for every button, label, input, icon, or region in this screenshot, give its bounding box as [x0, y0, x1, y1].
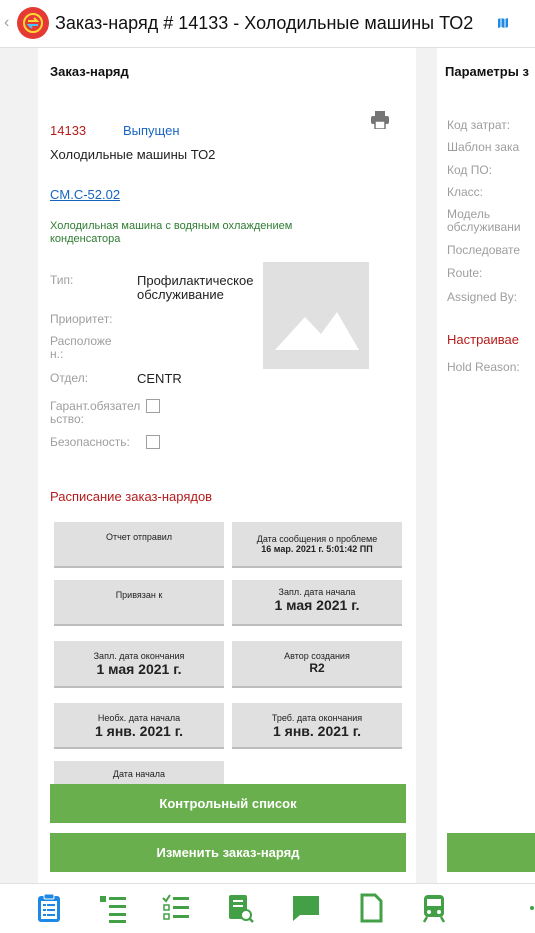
app-logo-icon[interactable] [17, 7, 49, 39]
safety-checkbox[interactable] [146, 435, 160, 449]
created-by-tile[interactable] [232, 641, 402, 688]
warranty-label: Гарант.обязательство: [50, 399, 141, 426]
type-value: Профилактическое обслуживание [137, 273, 254, 302]
more-dot-icon[interactable] [516, 892, 526, 924]
schedule-section-title: Расписание заказ-нарядов [50, 489, 213, 504]
department-value: CENTR [137, 371, 182, 386]
section-title: Заказ-наряд [50, 64, 129, 79]
planned-end-label: Запл. дата окончания [93, 651, 185, 661]
print-icon[interactable] [370, 111, 390, 129]
list-icon[interactable] [97, 892, 129, 924]
work-order-number: 14133 [50, 123, 87, 138]
chat-icon[interactable] [290, 892, 322, 924]
template-label: Шаблон зака [447, 140, 520, 154]
problem-date-tile[interactable] [232, 522, 402, 568]
cost-code-label: Код затрат: [447, 118, 511, 132]
planned-start-tile[interactable] [232, 580, 402, 626]
asset-link[interactable]: CM.C-52.02 [50, 187, 121, 202]
right-panel-button[interactable] [447, 833, 535, 872]
asset-description: Холодильная машина с водяным охлаждением конденсатора [50, 220, 293, 245]
parameters-panel [437, 48, 535, 883]
location-label: Расположен.: [50, 334, 112, 361]
bottom-nav [0, 883, 535, 933]
type-label: Тип: [50, 273, 74, 287]
linked-to-tile[interactable] [54, 580, 224, 626]
required-end-value: 1 янв. 2021 г. [272, 723, 362, 739]
problem-date-value: 16 мар. 2021 г. 5:01:42 ПП [261, 544, 373, 554]
review-document-icon[interactable] [224, 892, 256, 924]
planned-start-label: Запл. дата начала [278, 587, 356, 597]
safety-label: Безопасность: [50, 435, 130, 449]
planned-start-value: 1 мая 2021 г. [274, 597, 360, 613]
hold-reason-label: Hold Reason: [447, 360, 520, 374]
train-icon[interactable] [418, 892, 450, 924]
created-by-value: R2 [309, 661, 325, 675]
image-placeholder-icon[interactable] [263, 262, 369, 369]
map-icon[interactable] [497, 17, 509, 29]
department-label: Отдел: [50, 371, 89, 385]
class-label: Класс: [447, 185, 483, 199]
clipboard-icon[interactable] [33, 892, 65, 924]
edit-work-order-button[interactable]: Изменить заказ-наряд [50, 833, 406, 872]
assigned-by-label: Assigned By: [447, 290, 518, 304]
reported-by-tile[interactable] [54, 522, 224, 568]
required-end-label: Треб. дата окончания [271, 713, 363, 723]
warranty-checkbox[interactable] [146, 399, 160, 413]
required-start-label: Необх. дата начала [97, 713, 181, 723]
linked-to-label: Привязан к [115, 590, 163, 600]
route-label: Route: [447, 266, 483, 280]
planned-end-value: 1 мая 2021 г. [96, 661, 182, 677]
start-date-label: Дата начала [112, 769, 166, 779]
back-chevron-icon[interactable]: ‹ [4, 14, 10, 31]
po-code-label: Код ПО: [447, 163, 493, 177]
problem-date-label: Дата сообщения о проблеме [256, 534, 378, 544]
priority-label: Приоритет: [50, 312, 113, 326]
required-start-tile[interactable] [54, 703, 224, 749]
work-order-description: Холодильные машины ТО2 [50, 147, 216, 162]
planned-end-tile[interactable] [54, 641, 224, 688]
checklist-icon[interactable] [160, 892, 192, 924]
created-by-label: Автор создания [284, 651, 350, 661]
reported-by-label: Отчет отправил [105, 532, 172, 542]
document-icon[interactable] [355, 892, 387, 924]
custom-section-title: Настраивае [447, 332, 520, 347]
work-order-panel [38, 48, 416, 883]
parameters-section-title: Параметры з [445, 64, 529, 79]
service-model-label: Модель обслуживани [447, 207, 521, 234]
checklist-button[interactable]: Контрольный список [50, 784, 406, 823]
status-label: Выпущен [123, 123, 180, 138]
page-title: Заказ-наряд # 14133 - Холодильные машины ТО2 [55, 13, 474, 33]
required-start-value: 1 янв. 2021 г. [94, 723, 184, 739]
header-bar [0, 0, 535, 48]
sequence-label: Последовате [447, 243, 521, 257]
required-end-tile[interactable] [232, 703, 402, 749]
